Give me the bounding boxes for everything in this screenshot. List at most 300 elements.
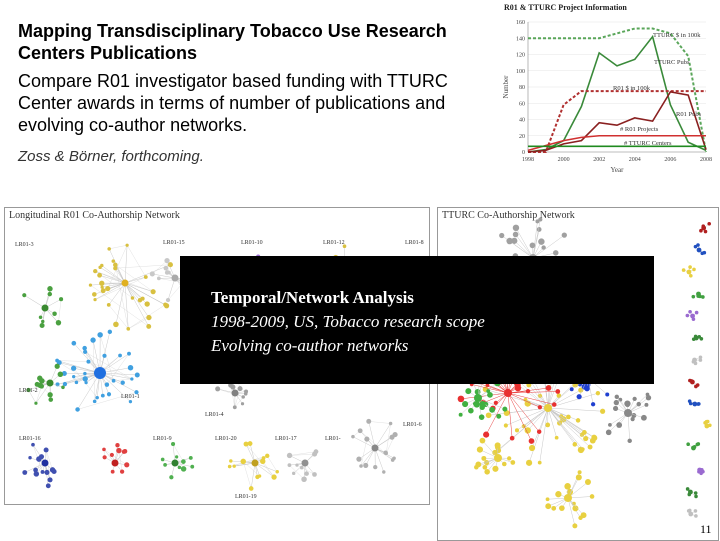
hub-node [692,358,697,363]
author-node [112,259,116,263]
r01-cluster [22,443,56,488]
author-node [46,483,51,488]
edge [548,408,586,439]
r01-cluster [161,442,194,479]
author-node [102,448,106,452]
author-node [36,456,42,462]
author-node [364,436,369,441]
cluster-label: LR01-8 [405,240,424,246]
author-node [577,394,582,399]
r01-cluster [287,449,319,482]
author-node [392,432,397,437]
tturc-side-cluster [686,310,699,321]
hub-node [694,336,699,341]
edge [548,408,583,449]
author-node [75,381,79,385]
edge [125,283,149,318]
hub-node [544,404,552,412]
cluster-label: LR01-6 [403,422,422,428]
author-node [138,298,142,302]
author-node [240,459,245,464]
author-node [97,332,102,337]
author-node [129,400,132,403]
author-node [228,465,232,469]
author-node [75,407,80,412]
author-node [105,286,110,291]
chart-title: R01 & TTURC Project Information [504,3,627,12]
author-node [359,464,363,468]
author-node [22,470,27,475]
cluster-label: LR01- [325,436,341,442]
edge [125,283,128,329]
edge [548,408,590,447]
author-node [124,462,129,467]
edge [508,393,540,407]
author-node [265,454,269,458]
author-node [694,491,698,495]
author-node [624,400,630,406]
author-node [526,389,530,393]
author-node [486,389,490,393]
author-node [585,479,591,485]
author-node [110,453,114,457]
x-tick-label: 2000 [558,157,570,163]
author-node [93,298,96,301]
hub-node [624,409,632,417]
author-node [373,465,377,469]
author-node [555,491,561,497]
author-node [175,455,178,458]
author-node [102,354,106,358]
author-node [169,475,173,479]
author-node [588,445,593,450]
author-node [304,471,309,476]
author-node [513,232,519,238]
series-label-4: # R01 Projects [620,126,659,133]
x-axis-label: Year [611,166,625,174]
author-node [557,393,562,398]
author-node [238,386,243,391]
author-node [600,409,605,414]
author-node [55,364,60,369]
edge [369,421,375,448]
author-node [82,346,86,350]
author-node [700,337,704,341]
author-node [116,448,121,453]
author-node [41,470,45,474]
tturc-side-cluster [694,243,706,255]
author-node [555,389,560,394]
hub-node [252,460,259,467]
edge [93,340,95,401]
author-node [486,412,492,418]
cluster-label: LR01-19 [235,494,257,500]
author-node [47,286,52,291]
author-node [55,359,59,363]
cluster-label: LR01-20 [215,436,237,442]
edge [548,408,603,411]
author-node [480,438,486,444]
author-node [229,459,232,462]
author-node [146,324,151,329]
author-node [529,438,535,444]
author-node [590,494,595,499]
author-node [146,315,151,320]
author-node [591,402,595,406]
author-node [168,262,173,267]
y-tick-label: 120 [516,53,525,59]
author-node [646,395,651,400]
author-node [128,365,133,370]
cluster-label: LR01-4 [205,412,224,418]
y-axis-label: Number [502,75,510,99]
author-node [383,450,387,454]
tturc-side-cluster [703,420,711,429]
author-node [510,436,515,441]
author-node [108,330,112,334]
author-node [459,413,463,417]
y-tick-label: 20 [519,134,525,140]
hub-node [692,402,697,407]
author-node [150,271,155,276]
hub-node [688,512,693,517]
author-node [127,352,131,356]
author-node [555,436,559,440]
slide-title: Mapping Transdisciplinary Tobacco Use Research Centers Publications [18,20,498,64]
author-node [537,227,542,232]
author-node [562,232,567,237]
edge [369,421,391,423]
y-tick-label: 0 [522,150,525,156]
hub-node [494,454,502,462]
author-node [482,465,487,470]
tturc-cluster [474,438,515,475]
hub-node [697,248,702,253]
author-node [99,281,104,286]
edge [125,265,170,283]
author-node [614,400,619,405]
author-node [164,266,169,271]
author-node [118,354,122,358]
author-node [494,401,498,405]
author-node [163,463,167,467]
author-node [572,523,577,528]
author-node [465,388,471,394]
author-node [28,456,31,459]
r01-cluster [89,244,173,331]
author-node [144,275,148,279]
author-node [72,375,75,378]
author-node [692,295,696,299]
hub-node [696,292,701,297]
tturc-cluster [545,470,594,528]
author-node [107,303,111,307]
author-node [241,402,244,405]
author-node [83,372,86,375]
author-node [59,297,63,301]
edge [58,379,86,385]
cluster-label: LR01-10 [241,240,263,246]
author-node [125,244,128,247]
edge [100,373,136,392]
author-node [105,382,109,386]
hub-node [704,424,709,429]
author-node [71,366,76,371]
author-node [161,458,165,462]
page-number: 11 [700,522,712,537]
x-tick-label: 2004 [629,157,641,163]
hub-node [474,394,482,402]
author-node [689,274,693,278]
cluster-label: LR01-12 [323,240,345,246]
edge [375,424,391,448]
author-node [97,273,102,278]
x-tick-label: 2006 [664,157,676,163]
author-node [126,327,130,331]
author-node [525,427,531,433]
author-node [300,466,304,470]
author-node [84,381,87,384]
author-node [292,472,295,475]
author-node [233,405,237,409]
edge [628,413,630,441]
author-node [697,402,701,406]
author-node [92,292,97,297]
author-node [34,402,37,405]
hub-node [94,367,106,379]
tturc-cluster [606,393,651,443]
author-node [71,341,76,346]
author-node [86,360,90,364]
author-node [615,395,619,399]
author-node [492,466,498,472]
tturc-side-cluster [686,442,700,450]
edge [127,245,146,277]
author-node [63,382,67,386]
y-tick-label: 100 [516,69,525,75]
author-node [686,442,690,446]
author-node [120,469,124,473]
author-node [107,247,111,251]
author-node [39,316,43,320]
x-tick-label: 1998 [522,157,534,163]
tturc-side-cluster [688,379,699,388]
author-node [688,310,692,314]
overlay-description: Evolving co-author networks [211,336,408,356]
edge [516,228,533,258]
author-node [83,376,88,381]
tturc-side-cluster [692,292,705,299]
author-node [510,460,515,465]
author-node [605,392,609,396]
author-node [50,467,55,472]
author-node [287,453,292,458]
author-node [468,408,474,414]
author-node [135,372,140,377]
author-node [583,436,588,441]
author-node [538,238,544,244]
author-node [44,447,49,452]
r01-network-title: Longitudinal R01 Co-Authorship Network [9,210,180,221]
r01-cluster [228,441,279,491]
author-node [613,406,618,411]
author-node [686,314,690,318]
hub-node [302,460,309,467]
edge [251,463,255,489]
series-label-1: TTURC Pubs [654,59,690,66]
cluster-label: LR01-3 [15,242,34,248]
author-node [275,470,278,473]
tturc-side-cluster [692,335,703,341]
edge [267,456,277,472]
author-node [101,288,106,293]
author-node [538,405,542,409]
author-node [58,372,64,378]
author-node [581,512,587,518]
author-node [52,312,56,316]
author-node [356,456,361,461]
edge [115,265,153,292]
author-node [157,276,161,280]
author-node [526,460,532,466]
author-node [215,386,220,391]
edge [24,295,54,314]
author-node [530,243,536,249]
author-node [481,456,486,461]
author-node [694,514,698,518]
author-node [707,222,711,226]
tturc-side-cluster [682,265,696,277]
cluster-label: LR01-15 [163,240,185,246]
hub-node [112,460,119,467]
author-node [606,430,612,436]
x-tick-label: 2008 [700,157,712,163]
author-node [244,390,248,394]
author-node [499,233,504,238]
edge [125,245,127,283]
project-information-chart [498,0,720,182]
y-tick-label: 40 [519,118,525,124]
author-node [582,384,588,390]
edge [255,463,277,472]
author-node [166,298,170,302]
author-node [37,376,42,381]
author-node [546,497,550,501]
tturc-side-cluster [697,468,705,475]
hub-node [564,494,572,502]
cluster-label: LR01-17 [275,436,297,442]
author-node [249,486,254,491]
author-node [545,503,551,509]
author-node [288,463,292,467]
author-node [484,469,490,475]
author-node [258,474,261,477]
author-node [121,381,125,385]
author-node [608,423,612,427]
author-node [553,250,559,256]
author-node [260,459,265,464]
author-node [151,289,156,294]
author-node [61,385,65,389]
tturc-side-cluster [687,509,698,518]
author-node [164,303,169,308]
author-node [627,439,631,443]
author-node [144,301,149,306]
y-tick-label: 140 [516,36,525,42]
series-label-2: R01 $ in 100k [613,85,651,92]
author-node [644,403,648,407]
author-node [502,407,507,412]
author-node [477,447,483,453]
author-node [462,401,468,407]
author-node [480,401,486,407]
edge [353,437,375,448]
author-node [696,443,700,447]
author-node [616,422,622,428]
tturc-network-title: TTURC Co-Authorship Network [442,210,575,221]
cluster-label: LR01-9 [153,436,172,442]
author-node [582,430,587,435]
author-node [181,466,187,472]
edge [95,283,125,300]
author-node [382,470,385,473]
author-node [40,323,45,328]
hub-node [42,305,49,312]
cluster-label: LR01-1 [121,394,140,400]
r01-cluster [22,286,63,328]
author-node [566,415,571,420]
author-node [113,322,119,328]
author-node [181,459,186,464]
author-node [515,428,519,432]
author-node [529,445,535,451]
hub-node [122,280,129,287]
author-node [633,397,637,401]
author-node [506,238,512,244]
overlay-scope: 1998-2009, US, Tobacco research scope [211,312,485,332]
y-tick-label: 160 [516,20,525,26]
author-node [495,442,501,448]
author-node [130,377,133,380]
edge [58,299,61,322]
author-node [363,463,368,468]
author-node [513,225,519,231]
edge [243,461,251,488]
hub-node [172,460,179,467]
author-node [56,320,61,325]
series-label-3: R01 Pubs [676,111,702,118]
hub-node [690,314,695,319]
author-node [502,462,507,467]
author-node [538,461,542,465]
author-node [93,269,97,273]
author-node [392,456,396,460]
author-node [122,450,126,454]
author-node [113,263,118,268]
author-node [692,268,696,272]
author-node [682,268,686,272]
citation: Zoss & Börner, forthcoming. [18,148,204,165]
author-node [48,477,53,482]
author-node [479,414,485,420]
author-node [366,419,371,424]
author-node [112,379,116,383]
author-node [546,385,552,391]
author-node [458,396,465,403]
author-node [515,385,522,392]
hub-node [504,389,512,397]
author-node [35,382,40,387]
